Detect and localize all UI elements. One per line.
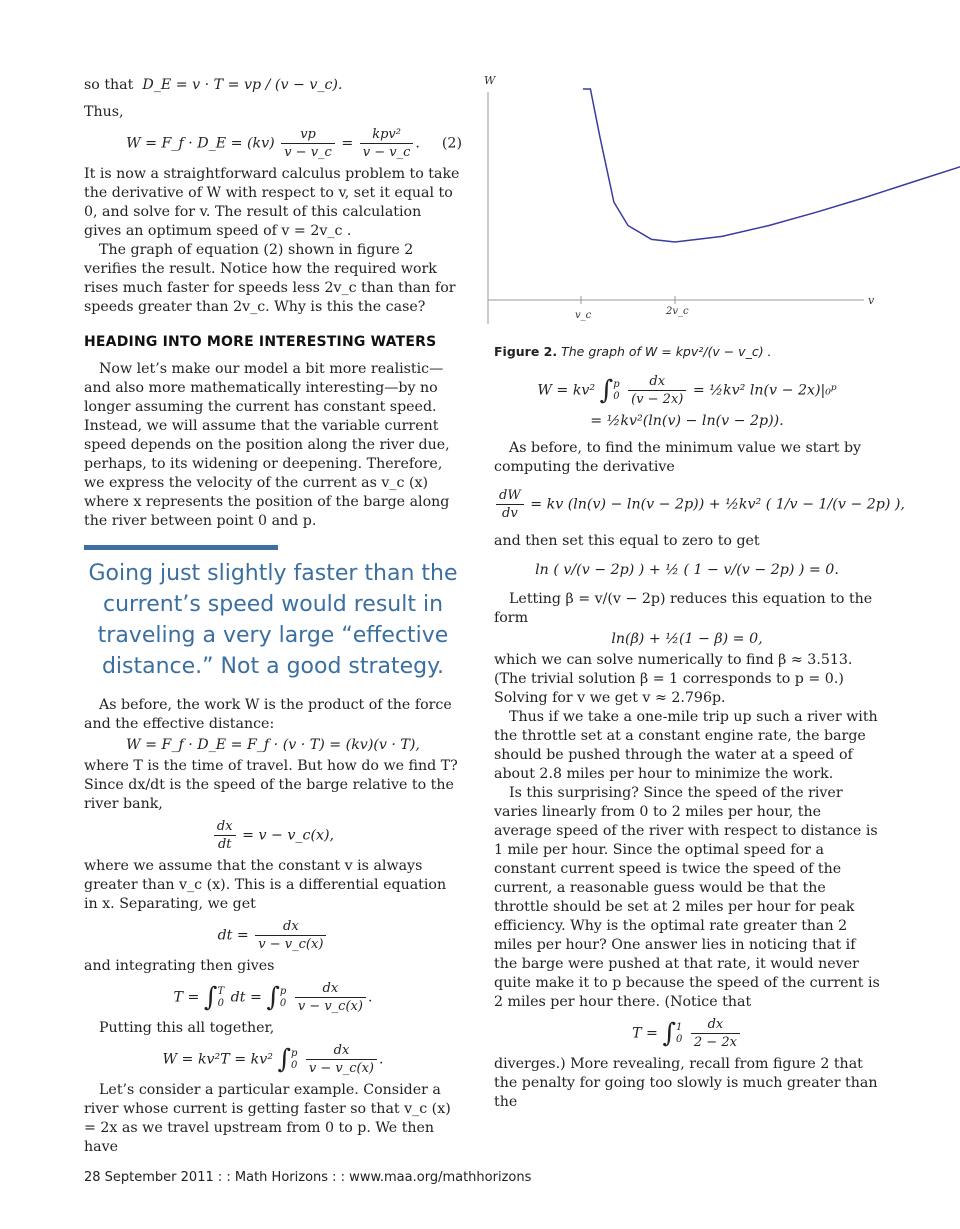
equation-dt	[84, 918, 462, 953]
paragraph: Now let’s make our model a bit more realistic—and also more mathematically interesting—by no longer assuming the current has constant speed. Instead, we will assume that the variable current speed depends on the position along the river due, perhaps, to its widening or deepening. Therefore, we express the velocity of the current as v_c (x) where x represents the position of the barge along the river between point 0 and p.	[84, 361, 450, 529]
section-heading: HEADING INTO MORE INTERESTING WATERS	[84, 334, 437, 350]
dxdt-rhs: = v − v_c(x),	[242, 827, 335, 844]
dxdt-fraction	[214, 818, 236, 853]
equation-11: ln(β) + ½(1 − β) = 0,	[611, 631, 763, 647]
paragraph: Putting this all together,	[99, 1020, 275, 1036]
integral-limits	[676, 1022, 682, 1046]
lower-limit: 0	[613, 390, 620, 402]
eq2-rhs-den: v − v_c	[362, 145, 411, 160]
upper-limit: p	[290, 1047, 298, 1059]
integral-limits	[217, 986, 224, 1010]
W-den: v − v_c(x)	[308, 1061, 375, 1076]
dxdt-num: dx	[214, 818, 236, 836]
W-lhs: W = kv²T = kv²	[162, 1051, 273, 1068]
eq8-den: (v − 2x)	[631, 392, 684, 407]
eq8-lhs: W = kv²	[537, 382, 596, 399]
T-mid: dt =	[230, 989, 262, 1006]
integral-sign: ∫	[277, 1044, 291, 1075]
integral-sign: ∫	[266, 982, 280, 1013]
dt-num: dx	[255, 918, 326, 936]
dWdv-den: dv	[502, 506, 518, 521]
eq2-den: v − v_c	[284, 145, 332, 160]
equation-de-body: D_E = v · T = vp / (v − v_c).	[142, 77, 343, 93]
lower-limit: 0	[291, 1059, 298, 1071]
equation-dxdt	[84, 818, 462, 853]
equation-10: ln ( v/(v − 2p) ) + ½ ( 1 − v/(v − 2p) ) = 0.	[535, 562, 839, 578]
paragraph: which we can solve numerically to find β ≈ 3.513. (The trivial solution β = 1 corresponds to p = 0.) Solving for v we get v ≈ 2.796p.	[494, 652, 853, 706]
upper-limit: T	[217, 985, 225, 997]
figure-caption	[494, 342, 880, 361]
equation-8-continued: = ½kv²(ln(v) − ln(v − 2p)).	[590, 413, 784, 429]
equation-12	[494, 1016, 880, 1051]
equation-number: (2)	[441, 135, 462, 151]
pullquote: Going just slightly faster than the current’s speed would result in traveling a very large “effective distance.” Not a good strategy.	[88, 561, 458, 679]
dt-lhs: dt =	[217, 927, 249, 944]
text-so-that: so that	[84, 77, 134, 93]
integral-limits	[280, 986, 286, 1010]
pullquote-rule	[84, 545, 278, 550]
T-den: v − v_c(x)	[297, 999, 363, 1014]
paragraph: where we assume that the constant v is always greater than v_c (x). This is a differential equation in x. Separating, we get	[84, 858, 447, 912]
equation-2: W = F_f · D_E = (kv) $\frac{vp}{v - v\_c}$ = $\frac{\text{kpv²}}{v - v\_c}$ . (2)	[126, 127, 462, 160]
dt-fraction	[255, 918, 326, 953]
eq8-fraction	[628, 373, 686, 408]
lower-limit: 0	[676, 1033, 683, 1045]
upper-limit: p	[279, 985, 287, 997]
dxdt-den: dt	[217, 837, 232, 852]
paragraph: and then set this equal to zero to get	[494, 533, 760, 549]
T-num: dx	[295, 980, 366, 998]
right-column	[484, 74, 905, 1112]
integral-sign: ∫	[203, 982, 218, 1013]
dWdv-fraction	[496, 487, 524, 522]
T-fraction	[295, 980, 366, 1015]
integral-limits	[613, 379, 619, 403]
eq2-num: vp	[281, 126, 335, 144]
paragraph: As before, the work W is the product of the force and the effective distance:	[84, 697, 452, 732]
y-axis-label: W	[484, 74, 496, 87]
paragraph: Is this surprising? Since the speed of the river varies linearly from 0 to 2 miles per hour, the average speed of the river with respect to distance is 1 mile per hour. Since the optimal speed for a constant current speed is twice the speed of the current, a reasonable guess would be that the throttle should be set at 2 miles per hour for peak efficiency. Why is the optimal rate greater than 2 miles per hour? One answer lies in noticing that if the barge were pushed at that rate, it would never quite make it to p because the speed of the current is 2 miles per hour there. (Notice that	[494, 785, 880, 1010]
equation-8	[494, 373, 880, 408]
paragraph: As before, to find the minimum value we start by computing the derivative	[494, 440, 862, 475]
eq2-rhs-fraction	[360, 126, 414, 161]
eq2-lhs: W = F_f · D_E = (kv)	[126, 135, 275, 152]
eq12-num: dx	[691, 1016, 740, 1034]
left-column	[84, 74, 462, 1157]
equation-T: T = ∫ T 0 dt = ∫ p 0 $\frac{dx}{v - v\_c(x)}$ .	[173, 981, 373, 1014]
paragraph: where T is the time of travel. But how do we find T? Since dx/dt is the speed of the barge relative to the river bank,	[84, 758, 458, 812]
x-axis-label: v	[868, 294, 875, 307]
paragraph: Let’s consider a particular example. Consider a river whose current is getting faster so that v_c (x) = 2x as we travel upstream from 0 to p. We then have	[84, 1082, 451, 1155]
T-lhs: T =	[173, 989, 200, 1006]
tick-label-2vc: 2v_c	[666, 306, 689, 317]
eq2-rhs-num: kpv²	[360, 126, 414, 144]
equation-9	[494, 487, 905, 522]
eq9-rhs: = kv (ln(v) − ln(v − 2p)) + ½kv² ( 1/v − 1/(v − 2p) ),	[530, 496, 905, 513]
equation-work: W = F_f · D_E = F_f · (v · T) = (kv)(v · T),	[126, 737, 420, 753]
paragraph: Thus if we take a one-mile trip up such a river with the throttle set at a constant engine rate, the barge should be pushed through the water at a speed of about 2.8 miles per hour to minimize the work.	[494, 709, 878, 782]
figure-2-chart	[484, 74, 880, 336]
page-footer: 28 September 2011 : : Math Horizons : : www.maa.org/mathhorizons	[84, 1170, 532, 1185]
integral-sign: ∫	[599, 375, 614, 406]
W-num: dx	[306, 1042, 377, 1060]
eq12-den: 2 − 2x	[693, 1035, 737, 1050]
eq12-lhs: T =	[632, 1025, 658, 1042]
eq2-fraction	[281, 126, 335, 161]
text-thus: Thus,	[84, 104, 124, 120]
W-fraction	[306, 1042, 377, 1077]
paragraph: It is now a straightforward calculus problem to take the derivative of W with respect to v, set it equal to 0, and solve for v. The result of this calculation gives an optimum speed of v = 2v_c .	[84, 166, 460, 239]
eq8-rhs: = ½kv² ln(v − 2x)|₀ᵖ	[692, 382, 837, 399]
paragraph: and integrating then gives	[84, 958, 275, 974]
equation-de	[84, 76, 462, 95]
upper-limit: p	[613, 378, 620, 390]
dt-den: v − v_c(x)	[258, 937, 324, 952]
caption-text: The graph of W = kpv²/(v − v_c) .	[561, 344, 772, 359]
lower-limit: 0	[217, 997, 224, 1009]
caption-label: Figure 2.	[494, 344, 558, 359]
dWdv-num: dW	[496, 487, 524, 505]
paragraph: The graph of equation (2) shown in figure 2 verifies the result. Notice how the required work rises much faster for speeds less 2v_c than than for speeds greater than 2v_c. Why is this the case?	[84, 242, 456, 315]
paragraph: diverges.) More revealing, recall from figure 2 that the penalty for going too slowly is much greater than the	[494, 1056, 878, 1110]
eq12-fraction	[691, 1016, 740, 1051]
integral-sign: ∫	[662, 1018, 676, 1049]
series-line-W	[583, 89, 960, 242]
paragraph: Letting β = v/(v − 2p) reduces this equation to the form	[494, 591, 873, 626]
eq8-num: dx	[628, 373, 686, 391]
integral-limits	[291, 1048, 297, 1072]
equation-W-integral: W = kv²T = kv² ∫ p 0 $\frac{dx}{v - v\_c(x)}$ .	[162, 1043, 384, 1076]
lower-limit: 0	[279, 997, 287, 1009]
tick-label-vc: v_c	[575, 310, 592, 321]
upper-limit: 1	[676, 1021, 683, 1033]
